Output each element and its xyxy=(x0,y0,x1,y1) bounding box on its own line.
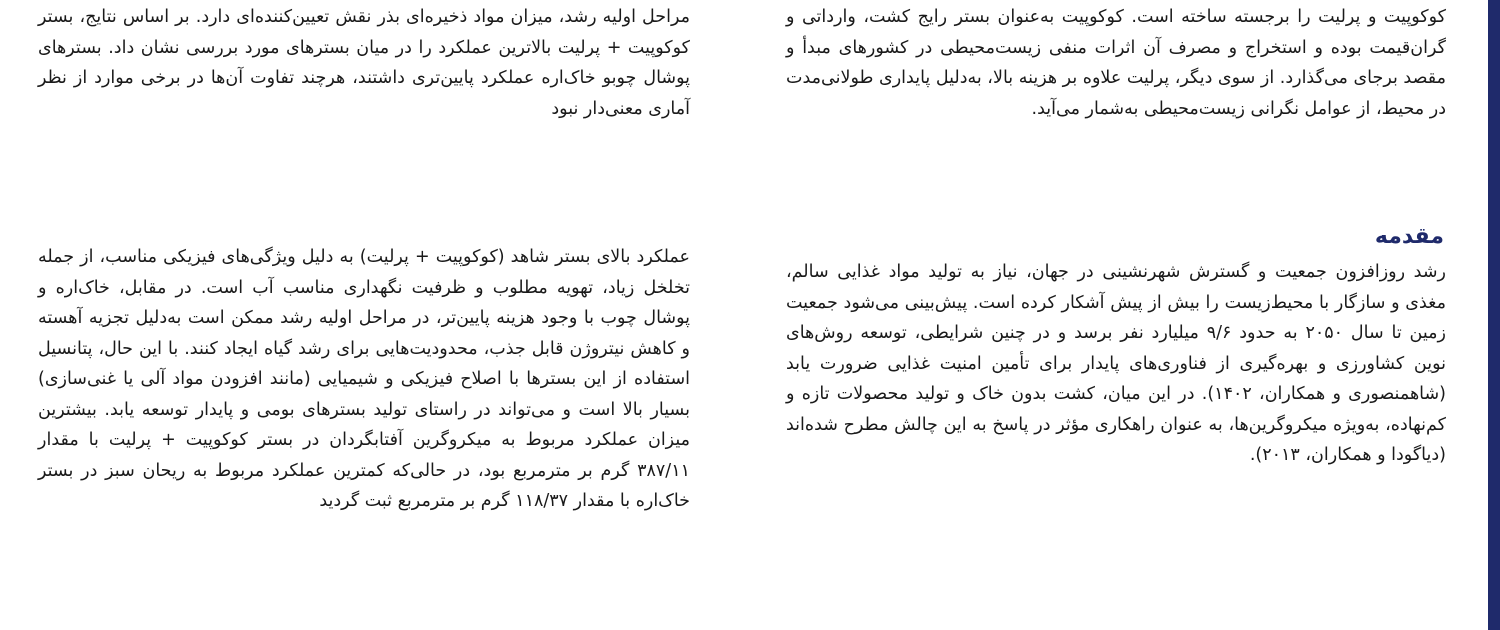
section-heading-introduction: مقدمه xyxy=(1374,224,1444,249)
page-edge-accent-bar xyxy=(1488,0,1500,630)
right-paragraph-2: رشد روزافزون جمعیت و گسترش شهرنشینی در جهان، نیاز به تولید مواد غذایی سالم، مغذی و سازگار با محیط‌زیست را بیش از پیش آشکار کرده است. پیش‌بینی می‌شود جمعیت زمین تا سال ۲۰۵۰ به حدود ۹/۶ میلیارد نفر برسد و در چنین شرایطی، توسعه روش‌های نوین کشاورزی و بهره‌گیری از فناوری‌های پایدار برای تأمین امنیت غذایی ضرورت یابد (شاهمنصوری و همکاران، ۱۴۰۲). در این میان، کشت بدون خاک و تولید محصولات تازه و کم‌نهاده، به‌ویژه میکروگرین‌ها، به عنوان راهکاری مؤثر در پاسخ به این چالش مطرح شده‌اند (دیاگودا و همکاران، ۲۰۱۳). xyxy=(786,262,1446,465)
left-column-top-paragraph xyxy=(38,2,690,124)
left-paragraph-2: عملکرد بالای بستر شاهد (کوکوپیت + پرلیت) به دلیل ویژگی‌های فیزیکی مناسب، از جمله تخلخل زیاد، تهویه مطلوب و ظرفیت نگهداری مناسب آب است. در مقابل، خاک‌اره و پوشال چوب با وجود هزینه پایین‌تر، در مراحل اولیه رشد ممکن است به‌دلیل تجزیه آهسته و کاهش نیتروژن قابل جذب، محدودیت‌هایی برای رشد گیاه ایجاد کنند. با این حال، پتانسیل استفاده از این بسترها با اصلاح فیزیکی و شیمیایی (مانند افزودن مواد آلی یا غنی‌سازی) بسیار بالا است و می‌تواند در راستای تولید بسترهای بومی و پایدار توسعه یابد. بیشترین میزان عملکرد مربوط به میکروگرین آفتابگردان در بستر کوکوپیت + پرلیت با مقدار ۳۸۷/۱۱ گرم بر مترمربع بود، در حالی‌که کمترین عملکرد مربوط به ریحان سبز در بستر خاک‌اره با مقدار ۱۱۸/۳۷ گرم بر مترمربع ثبت گردید xyxy=(38,247,690,511)
left-paragraph-1: مراحل اولیه رشد، میزان مواد ذخیره‌ای بذر نقش تعیین‌کننده‌ای دارد. بر اساس نتایج، بستر کوکوپیت + پرلیت بالاترین عملکرد را در میان بسترهای مورد بررسی نشان داد. بسترهای پوشال چوبو خاک‌اره عملکرد پایین‌تری داشتند، هرچند تفاوت آن‌ها در برخی موارد از نظر آماری معنی‌دار نبود xyxy=(38,7,690,119)
right-paragraph-1: کوکوپیت و پرلیت را برجسته ساخته است. کوکوپیت به‌عنوان بستر رایج کشت، وارداتی و گران‌قیمت بوده و استخراج و مصرف آن اثرات منفی زیست‌محیطی در کشورهای مبدأ و مقصد برجای می‌گذارد. از سوی دیگر، پرلیت علاوه بر هزینه بالا، به‌دلیل پایداری طولانی‌مدت در محیط، از عوامل نگرانی زیست‌محیطی به‌شمار می‌آید. xyxy=(786,7,1446,119)
right-column-introduction-paragraph xyxy=(786,257,1446,471)
right-column-top-paragraph xyxy=(786,2,1446,124)
left-column-bottom-paragraph xyxy=(38,242,690,517)
